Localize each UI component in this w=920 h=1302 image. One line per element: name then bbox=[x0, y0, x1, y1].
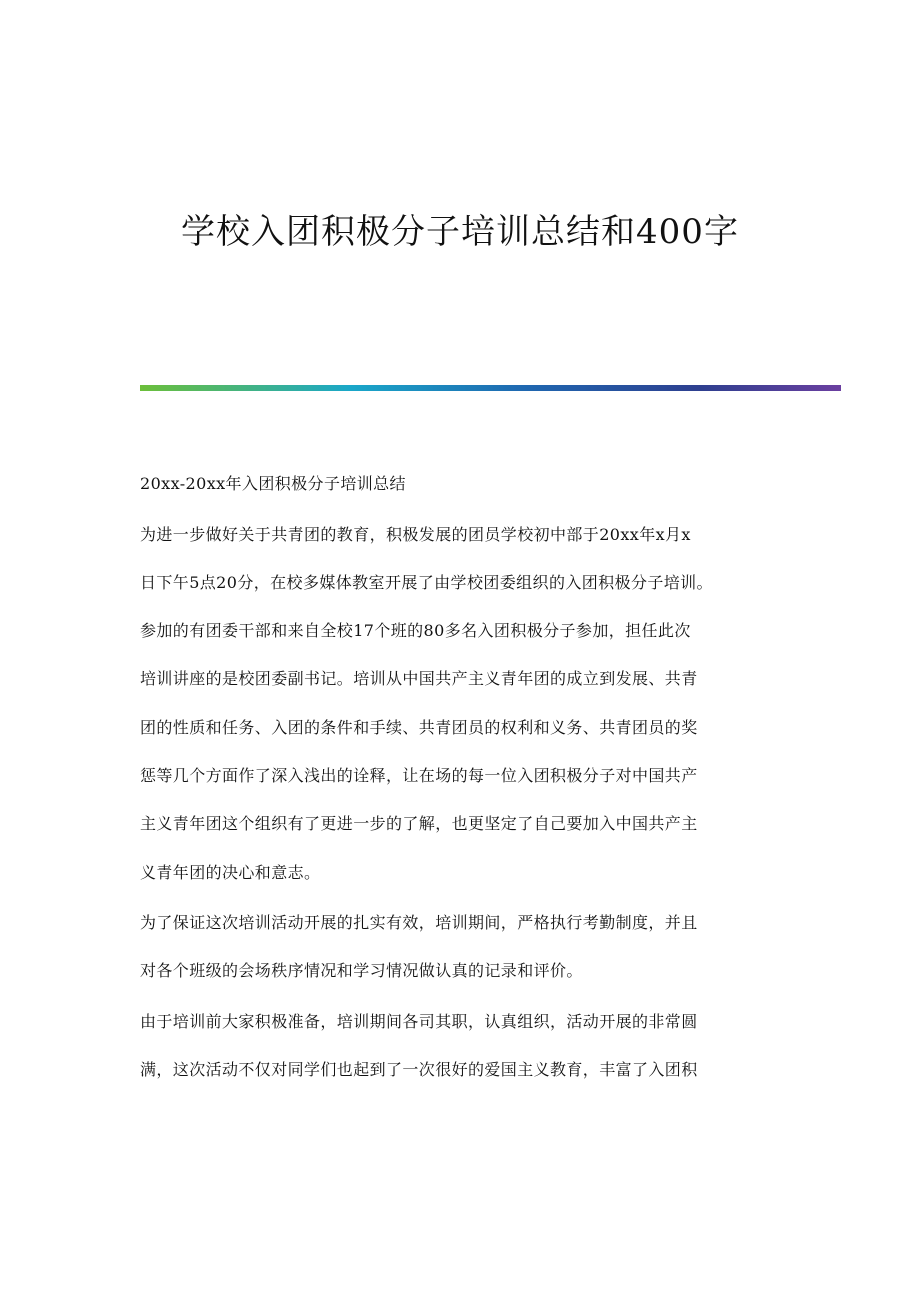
paragraph-line: 惩等几个方面作了深入浅出的诠释，让在场的每一位入团积极分子对中国共产 bbox=[140, 765, 698, 785]
paragraph-line: 参加的有团委干部和来自全校17个班的80多名入团积极分子参加，担任此次 bbox=[140, 621, 691, 641]
paragraph-line: 团的性质和任务、入团的条件和手续、共青团员的权利和义务、共青团员的奖 bbox=[140, 717, 698, 737]
paragraph-1 bbox=[140, 523, 800, 885]
document-title: 学校入团积极分子培训总结和400字 bbox=[181, 212, 739, 252]
paragraph-line: 主义青年团这个组织有了更进一步的了解，也更坚定了自己要加入中国共产主 bbox=[140, 814, 698, 834]
paragraph-line: 对各个班级的会场秩序情况和学习情况做认真的记录和评价。 bbox=[140, 961, 583, 981]
title-gradient-rule bbox=[140, 385, 841, 391]
document-subtitle: 20xx-20xx年入团积极分子培训总结 bbox=[140, 474, 406, 493]
paragraph-line: 为了保证这次培训活动开展的扎实有效，培训期间，严格执行考勤制度，并且 bbox=[140, 913, 698, 933]
paragraph-2 bbox=[140, 911, 800, 983]
paragraph-line: 义青年团的决心和意志。 bbox=[140, 862, 321, 882]
paragraph-line: 为进一步做好关于共青团的教育，积极发展的团员学校初中部于20xx年x月x bbox=[140, 524, 691, 544]
paragraph-line: 日下午5点20分，在校多媒体教室开展了由学校团委组织的入团积极分子培训。 bbox=[140, 572, 713, 592]
paragraph-line: 培训讲座的是校团委副书记。培训从中国共产主义青年团的成立到发展、共青 bbox=[140, 669, 698, 689]
paragraph-line: 满，这次活动不仅对同学们也起到了一次很好的爱国主义教育，丰富了入团积 bbox=[140, 1060, 698, 1080]
paragraph-3 bbox=[140, 1010, 800, 1082]
document-body bbox=[140, 472, 800, 1106]
paragraph-line: 由于培训前大家积极准备，培训期间各司其职，认真组织，活动开展的非常圆 bbox=[140, 1011, 698, 1031]
